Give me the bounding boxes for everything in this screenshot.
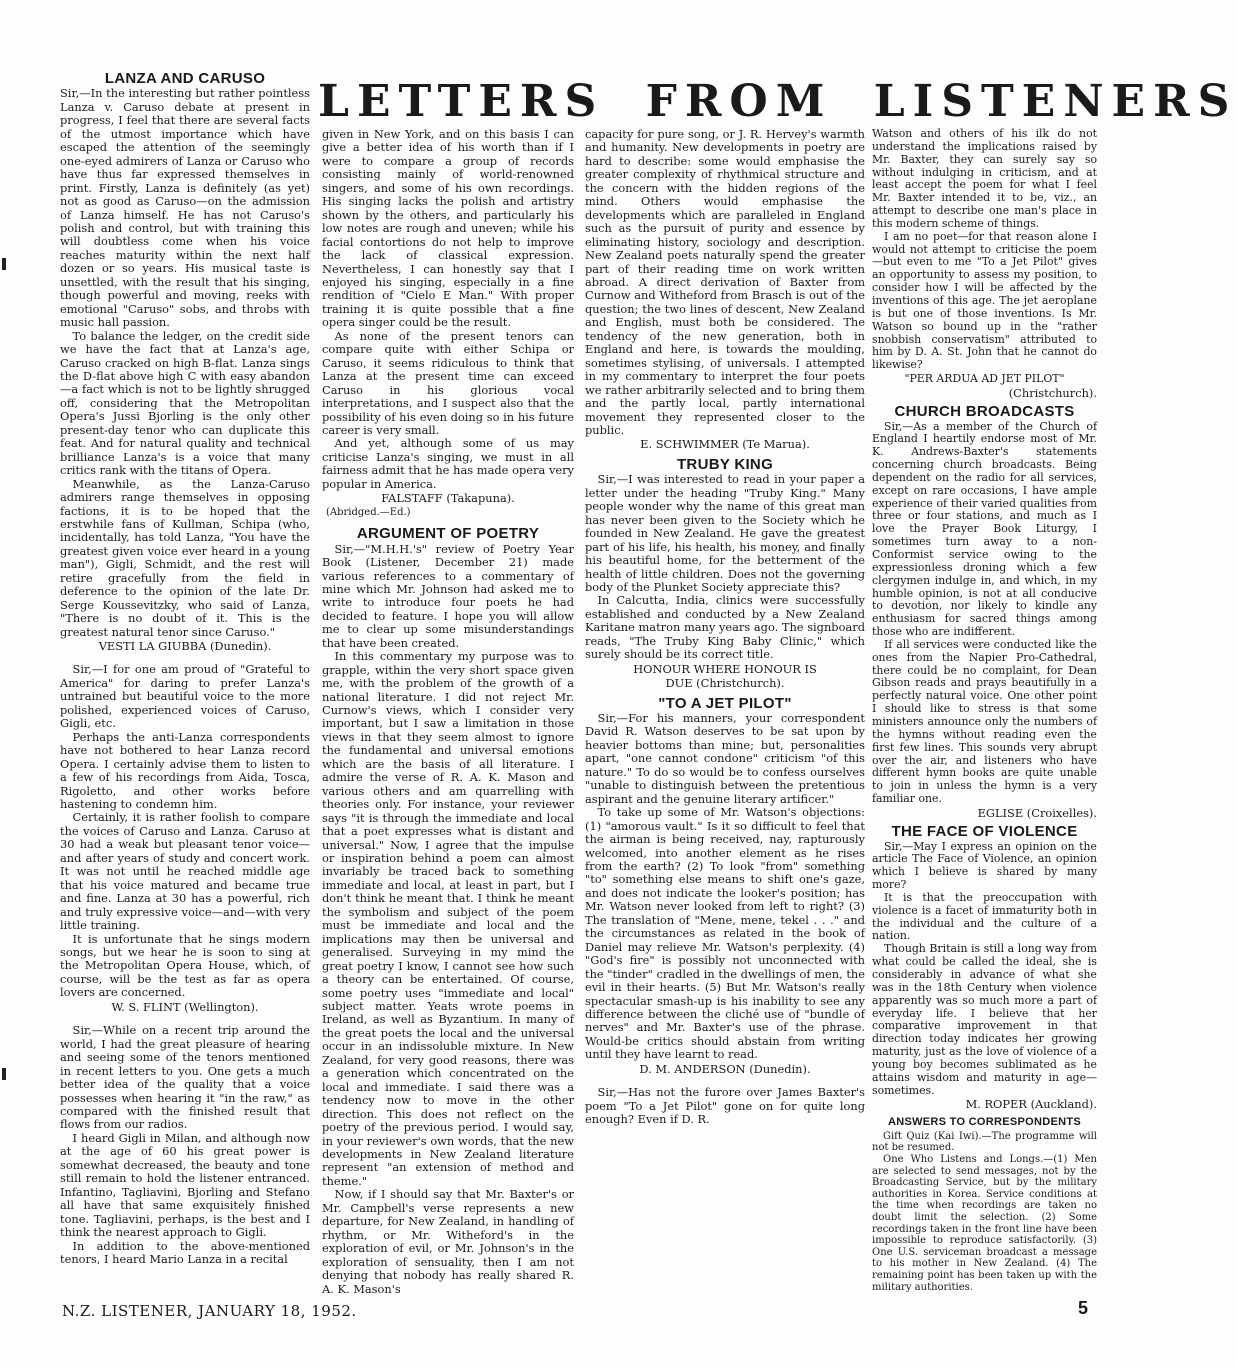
paragraph: Sir,—"M.H.H.'s" review of Poetry Year Book (Listener, December 21) made various references to a commentary of mine which Mr. Johnson had asked me to write to introduce four poets he had decided to feature. I hope you will allow me to clear up some misunderstandings that have been created. xyxy=(322,541,574,650)
paragraph: Perhaps the anti-Lanza correspondents have not bothered to hear Lanza record Opera. I certainly advise them to listen to a few of his recordings from Aida, Tosca, Rigoletto, and other works before hastening to condemn him. xyxy=(60,729,310,812)
heading-lanza-caruso: LANZA AND CARUSO xyxy=(104,70,266,87)
paragraph: Sir,—I was interested to read in your paper a letter under the heading "Truby King." Many people wonder why the name of this great man has never been given to the Society which he founded in New Zealand. He gave the greatest part of his life, his health, his money, and finally his beautiful home, for the betterment of the health of little children. Does not the governing body of the Plunket Society appreciate this? xyxy=(585,472,865,594)
signature: FALSTAFF (Takapuna). xyxy=(381,491,515,506)
footer-publication: N.Z. LISTENER, JANUARY 18, 1952. xyxy=(62,1302,357,1320)
paragraph: And yet, although some of us may criticise Lanza's singing, we must in all fairness admit that he has made opera very popular in America. xyxy=(322,436,574,491)
paragraph: Sir,—May I express an opinion on the article The Face of Violence, an opinion which I believe is shared by many more? xyxy=(872,839,1097,892)
margin-mark xyxy=(2,1068,6,1080)
signature: HONOUR WHERE HONOUR IS xyxy=(633,661,817,676)
paragraph: given in New York, and on this basis I can give a better idea of his worth than if I were to compare a group of records consisting mainly of world-renowned singers, and some of his own recordings. His singing lacks the polish and artistry shown by the others, and particularly his low notes are rough and uneven; while his facial contortions do not help to improve the lack of classical expression. Nevertheless, I can honestly say that I enjoyed his singing, especially in a fine rendition of "Cielo E Man." With proper training it is quite possible that a fine opera singer could be the result. xyxy=(322,127,574,330)
column-4 xyxy=(872,128,1097,1293)
signature: DUE (Christchurch). xyxy=(665,676,785,691)
signature: VESTI LA GIUBBA (Dunedin). xyxy=(98,639,272,654)
paragraph: Though Britain is still a long way from what could be called the ideal, she is considerably in advance of what she was in the 18th Century when violence apparently was so much more a part of everyday life. I believe that her comparative improvement in that direction today indicates her growing maturity, just as the love of violence of a young boy becomes sublimated as he attains wisdom and maturity in age—sometimes. xyxy=(872,942,1097,1097)
signature: M. ROPER (Auckland). xyxy=(965,1097,1097,1112)
paragraph: capacity for pure song, or J. R. Hervey's warmth and humanity. New developments in poetry are hard to describe: some would emphasise the greater complexity of rhythmical structure and the concern with the hidden regions of the mind. Others would emphasise the developments which are paralleled in England such as the pursuit of purity and essence by eliminating history, sociology and description. New Zealand poets naturally spend the greater part of their reading time on work written abroad. A direct derivation of Baxter from Curnow and Witheford from Brasch is out of the question; the two lines of descent, New Zealand and English, must both be considered. The tendency of the new generation, both in England and here, is towards the moulding, sometimes stylising, of universals. I attempted in my commentary to interpret the four poets we rather arbitrarily selected and to bring them and the partly local, partly international movement they represented closer to the public. xyxy=(585,127,865,437)
answer-item: Gift Quiz (Kai Iwi).—The programme will not be resumed. xyxy=(872,1130,1097,1154)
paragraph: As none of the present tenors can compare quite with either Schipa or Caruso, it seems ridiculous to think that Lanza at the present time can exceed Caruso in his glorious vocal interpretations, and I suspect also that the possibility of his even doing so in his future career is very small. xyxy=(322,328,574,437)
column-3 xyxy=(585,128,865,1127)
heading-answers-to-correspondents: ANSWERS TO CORRESPONDENTS xyxy=(887,1116,1082,1129)
signature: (Christchurch). xyxy=(1008,385,1097,400)
heading-argument-of-poetry: ARGUMENT OF POETRY xyxy=(356,525,540,543)
heading-to-a-jet-pilot: "TO A JET PILOT" xyxy=(658,694,792,712)
page-banner: LETTERS FROM LISTENERS xyxy=(318,76,1237,127)
signature: D. M. ANDERSON (Dunedin). xyxy=(639,1061,811,1076)
heading-church-broadcasts: CHURCH BROADCASTS xyxy=(894,402,1075,420)
paragraph: In Calcutta, India, clinics were successfully established and conducted by a New Zealand Karitane matron many years ago. The signboard reads, "The Truby King Baby Clinic," which surely should be its correct title. xyxy=(585,593,865,662)
paragraph: Now, if I should say that Mr. Baxter's or Mr. Campbell's verse represents a new departure, for New Zealand, in handling of rhythm, or Mr. Witheford's in the exploration of evil, or Mr. Johnson's in the exploration of sensuality, then I am not denying that nobody has really shared R. A. K. Mason's xyxy=(322,1187,574,1296)
margin-mark xyxy=(2,258,6,270)
paragraph: Sir,—For his manners, your correspondent David R. Watson deserves to be sat upon by heavier bottoms than mine; but, personalities apart, "one cannot condone" criticism "of this nature." To do so would be to confess ourselves "unable to distinguish between the pretentious aspirant and the genuine literary artificer." xyxy=(585,711,865,806)
paragraph: I heard Gigli in Milan, and although now at the age of 60 his great power is somewhat decreased, the beauty and tone still remain to hold the listener entranced. Infantino, Tagliavini, Bjorling and Stefano all have that same exquisitely finished tone. Tagliavini, perhaps, is the best and I think the nearest approach to Gigli. xyxy=(60,1130,310,1240)
editor-note: (Abridged.—Ed.) xyxy=(326,506,411,518)
paragraph: Sir,—While on a recent trip around the world, I had the great pleasure of hearing and seeing some of the tenors mentioned in recent letters to you. One gets a much better idea of the quality that a voice possesses when hearing it "in the raw," as compared with the finished result that flows from our radios. xyxy=(60,1023,310,1132)
page-number: 5 xyxy=(1078,1298,1089,1318)
paragraph: In addition to the above-mentioned tenors, I heard Mario Lanza in a recital xyxy=(60,1238,310,1266)
paragraph: I am no poet—for that reason alone I would not attempt to criticise the poem—but even to me "To a Jet Pilot" gives an opportunity to assess my position, to consider how I will be affected by the inventions of this age. The jet aeroplane is but one of those inventions. Is Mr. Watson so bound up in the "rather snobbish conservatism" attributed to him by D. A. St. John that he cannot do likewise? xyxy=(872,229,1097,372)
paragraph: Certainly, it is rather foolish to compare the voices of Caruso and Lanza. Caruso at 30 had a weak but pleasant tenor voice—and after years of study and concert work. It was not until he reached middle age that his voice matured and became true and fine. Lanza at 30 has a powerful, rich and truly expressive voice—and—with very little training. xyxy=(60,810,310,933)
column-2 xyxy=(322,128,574,1296)
signature: "PER ARDUA AD JET PILOT" xyxy=(904,372,1065,386)
paragraph: Sir,—In the interesting but rather pointless Lanza v. Caruso debate at present in progress, I feel that there are several facts of the utmost importance which have escaped the attention of the seemingly one-eyed admirers of Lanza or Caruso who have thus far expressed themselves in print. Firstly, Lanza is definitely (as yet) not as good as Caruso—on the admission of Lanza himself. He has not Caruso's polish and control, but with training this will doubtless come when his voice reaches maturity within the next half dozen or so years. His musical taste is unsettled, with the result that his singing, though powerful and moving, reeks with emotional "Caruso" sobs, and throbs with music hall passion. xyxy=(60,86,310,330)
answer-item: One Who Listens and Longs.—(1) Men are selected to send messages, not by the Broadcasting Service, but by the military authorities in Korea. Service conditions at the time when recordings are taken no doubt limit the selection. (2) Some recordings taken in the front line have been impossible to reproduce satisfactorily. (3) One U.S. serviceman broadcast a message to his mother in New Zealand. (4) The remaining point has been taken up with the military authorities. xyxy=(872,1154,1097,1293)
paragraph: To take up some of Mr. Watson's objections: (1) "amorous vault." Is it so difficult to feel that the airman is being received, nay, rapturously welcomed, into another element as he rises from the earth? (2) To look "from" something "to" something else means to shift one's gaze, and does not indicate the looker's position; has Mr. Watson never looked from left to right? (3) The translation of "Mene, mene, tekel . . ." and the circumstances as related in the book of Daniel may relieve Mr. Watson's perplexity. (4) "God's fire" is possibly not unconnected with the "tinder" cradled in the dwellings of men, the evil in their hearts. (5) But Mr. Watson's really spectacular smash-up is his inability to see any difference between the cliché use of "bundle of nerves" and Mr. Baxter's use of the phrase. Would-be critics should abstain from writing until they have learnt to read. xyxy=(585,805,865,1062)
paragraph: Meanwhile, as the Lanza-Caruso admirers range themselves in opposing factions, it is to be hoped that the erstwhile fans of Kullman, Schipa (who, incidentally, has told Lanza, "You have the greatest given voice ever heard in a young man"), Gigli, Schmidt, and the rest will retire gracefully from the field in deference to the opinion of the late Dr. Serge Koussevitzky, who said of Lanza, "There is no doubt of it. This is the greatest natural tenor since Caruso." xyxy=(60,476,310,639)
paragraph: Sir,—I for one am proud of "Grateful to America" for daring to prefer Lanza's untrained but beautiful voice to the more polished, experienced voices of Caruso, Gigli, etc. xyxy=(60,662,310,731)
heading-face-of-violence: THE FACE OF VIOLENCE xyxy=(891,822,1078,840)
signature: EGLISE (Croixelles). xyxy=(977,805,1097,820)
signature: E. SCHWIMMER (Te Marua). xyxy=(640,437,810,452)
paragraph: Watson and others of his ilk do not understand the implications raised by Mr. Baxter, they can surely say so without indulging in criticism, and at least accept the poem for what I feel Mr. Baxter intended it to be, viz., an attempt to describe one man's place in this modern scheme of things. xyxy=(872,127,1097,230)
paragraph: If all services were conducted like the ones from the Napier Pro-Cathedral, there could be no complaint, for Dean Gibson reads and prays beautifully in a perfectly natural voice. One other point I should like to stress is that some ministers announce only the numbers of the hymns without reading even the first few lines. This sounds very abrupt over the air, and listeners who have different hymn books are quite unable to join in unless the hymn is a very familiar one. xyxy=(872,637,1097,806)
paragraph: It is that the preoccupation with violence is a facet of immaturity both in the individual and the culture of a nation. xyxy=(872,890,1097,943)
signature: W. S. FLINT (Wellington). xyxy=(111,999,259,1014)
paragraph: In this commentary my purpose was to grapple, within the very short space given me, with the problem of the growth of a national literature. I did not reject Mr. Curnow's views, which I consider very important, but I saw a limitation in those views in that they seem almost to ignore the fundamental and universal emotions which are the basis of all literature. I admire the verse of R. A. K. Mason and various others and am quarrelling with theories only. For instance, your reviewer says "it is through the immediate and local that a poet expresses what is distant and universal." Now, I agree that the impulse or inspiration behind a poem can almost invariably be traced back to something immediate and local, at least in part, but I don't think he meant that. I think he meant the symbolism and subject of the poem must be immediate and local and the implications may then be universal and generalised. Surveying in my mind the great poetry I know, I cannot see how such a theory can be entertained. Of course, some poetry uses "immediate and local" subject matter. Yeats wrote poems in Ireland, as well as Byzantium. In many of the great poets the local and the universal occur in an indissoluble mixture. In New Zealand, for very good reasons, there was a generation which concentrated on the local and immediate. I said there was a tendency now to move in the other direction. This does not reflect on the poetry of the previous period. I would say, in your reviewer's own words, that the new developments in New Zealand literature represent "an extension of method and theme." xyxy=(322,649,574,1188)
paragraph: It is unfortunate that he sings modern songs, but we hear he is soon to sing at the Metropolitan Opera House, which, of course, will be the test as far as opera lovers are concerned. xyxy=(60,931,310,1000)
paragraph: Sir,—Has not the furore over James Baxter's poem "To a Jet Pilot" gone on for quite long enough? Even if D. R. xyxy=(585,1085,865,1127)
paragraph: To balance the ledger, on the credit side we have the fact that at Lanza's age, Caruso cracked on high B-flat. Lanza sings the D-flat above high C with easy abandon—a fact which is not to be lightly shrugged off, considering that the Metropolitan Opera's Jussi Bjorling is the only other present-day tenor who can duplicate this feat. And for natural quality and technical brilliance Lanza's is a voice that many critics rank with the titans of Opera. xyxy=(60,328,310,478)
paragraph: Sir,—As a member of the Church of England I heartily endorse most of Mr. K. Andrews-Baxter's statements concerning church broadcasts. Being dependent on the radio for all services, except on rare occasions, I have ample experience of their varied qualities from three or four stations, and much as I love the Prayer Book Liturgy, I sometimes turn away to a non-Conformist service owing to the expressionless droning which a few clergymen indulge in, and which, in my humble opinion, is not at all conducive to devotion, nor likely to kindle any enthusiasm for sacred things among those who are indifferent. xyxy=(872,419,1097,639)
heading-truby-king: TRUBY KING xyxy=(676,455,774,473)
column-1 xyxy=(60,72,310,1266)
